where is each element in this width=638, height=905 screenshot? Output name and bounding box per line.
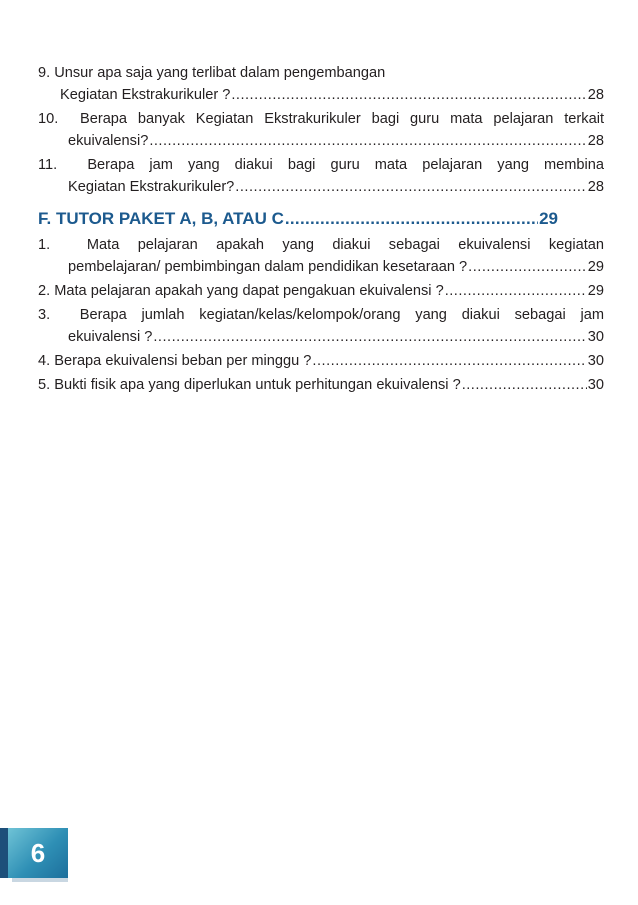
toc-entry-number: 11. xyxy=(38,157,58,173)
page-number: 6 xyxy=(30,837,46,868)
toc-page-number: 29 xyxy=(587,259,604,275)
toc-page-number: 30 xyxy=(587,329,604,345)
dot-leader xyxy=(153,326,586,348)
toc-entry-text: Berapa ekuivalensi beban per minggu ? xyxy=(54,353,312,369)
toc-entry-number: 3. xyxy=(38,307,51,323)
toc-entry-f5[interactable] xyxy=(38,374,604,396)
toc-entry-11-line1 xyxy=(38,154,604,176)
toc-entry-f4[interactable] xyxy=(38,350,604,372)
toc-entry-text: Unsur apa saja yang terlibat dalam pengembangan xyxy=(54,65,386,81)
toc-entry-9-line1 xyxy=(38,62,604,84)
dot-leader xyxy=(468,256,587,278)
toc-entry-text: Mata pelajaran apakah yang diakui sebagai ekuivalensi kegiatan xyxy=(86,237,605,253)
toc-entry-f1-line1 xyxy=(38,234,604,256)
toc-entry-text: Berapa banyak Kegiatan Ekstrakurikuler bagi guru mata pelajaran terkait xyxy=(79,111,604,127)
dot-leader xyxy=(312,350,586,372)
toc-entry-f3-line2 xyxy=(38,326,604,348)
toc-entry-10[interactable] xyxy=(38,108,604,152)
toc-entry-9-line2 xyxy=(38,84,604,106)
dot-leader xyxy=(285,208,538,230)
toc-entry-number: 4. xyxy=(38,353,51,369)
dot-leader xyxy=(231,84,586,106)
toc-entry-text: Kegiatan Ekstrakurikuler ? xyxy=(60,87,231,103)
toc-entry-text: Berapa jumlah kegiatan/kelas/kelompok/orang yang diakui sebagai jam xyxy=(79,307,605,323)
toc-entry-text: Mata pelajaran apakah yang dapat pengakuan ekuivalensi ? xyxy=(54,283,444,299)
toc-entry-11-line2 xyxy=(38,176,604,198)
toc-entry-number: 9. xyxy=(38,65,51,81)
toc-entry-text: Bukti fisik apa yang diperlukan untuk perhitungan ekuivalensi ? xyxy=(54,377,461,393)
dot-leader xyxy=(445,280,587,302)
toc-entry-text: Berapa jam yang diakui bagi guru mata pelajaran yang membina xyxy=(87,157,605,173)
toc-entry-number: 10. xyxy=(38,111,59,127)
toc-entry-f2-line1 xyxy=(38,280,604,302)
toc-entry-f2[interactable] xyxy=(38,280,604,302)
toc-entry-9[interactable] xyxy=(38,62,604,106)
toc-entry-text: ekuivalensi ? xyxy=(68,329,153,345)
toc-page-number: 29 xyxy=(587,283,604,299)
toc-entry-f4-line1 xyxy=(38,350,604,372)
toc-entry-number: 5. xyxy=(38,377,51,393)
dot-leader xyxy=(462,374,587,396)
section-heading-f[interactable] xyxy=(38,208,558,230)
section-page-number: 29 xyxy=(539,209,558,228)
dot-leader xyxy=(149,130,586,152)
dot-leader xyxy=(235,176,586,198)
toc-entry-text: pembelajaran/ pembimbingan dalam pendidikan kesetaraan ? xyxy=(68,259,468,275)
toc-entry-text: Kegiatan Ekstrakurikuler? xyxy=(68,179,235,195)
toc-page-number: 28 xyxy=(587,87,604,103)
table-of-contents xyxy=(38,62,604,396)
toc-entry-f3-line1 xyxy=(38,304,604,326)
toc-entry-f5-line1 xyxy=(38,374,604,396)
page-number-tab xyxy=(0,828,72,884)
toc-entry-10-line2 xyxy=(38,130,604,152)
tab-shadow xyxy=(12,878,68,882)
toc-entry-f1-line2 xyxy=(38,256,604,278)
toc-entry-11[interactable] xyxy=(38,154,604,198)
toc-entry-f1[interactable] xyxy=(38,234,604,278)
toc-entry-f3[interactable] xyxy=(38,304,604,348)
tab-fold xyxy=(0,828,8,878)
section-title: F. TUTOR PAKET A, B, ATAU C xyxy=(38,209,284,228)
toc-entry-number: 1. xyxy=(38,237,51,253)
toc-entry-number: 2. xyxy=(38,283,51,299)
toc-page-number: 28 xyxy=(587,179,604,195)
toc-entry-10-line1 xyxy=(38,108,604,130)
toc-page-number: 30 xyxy=(587,353,604,369)
toc-page-number: 28 xyxy=(587,133,604,149)
toc-entry-text: ekuivalensi? xyxy=(68,133,149,149)
toc-page-number: 30 xyxy=(587,377,604,393)
